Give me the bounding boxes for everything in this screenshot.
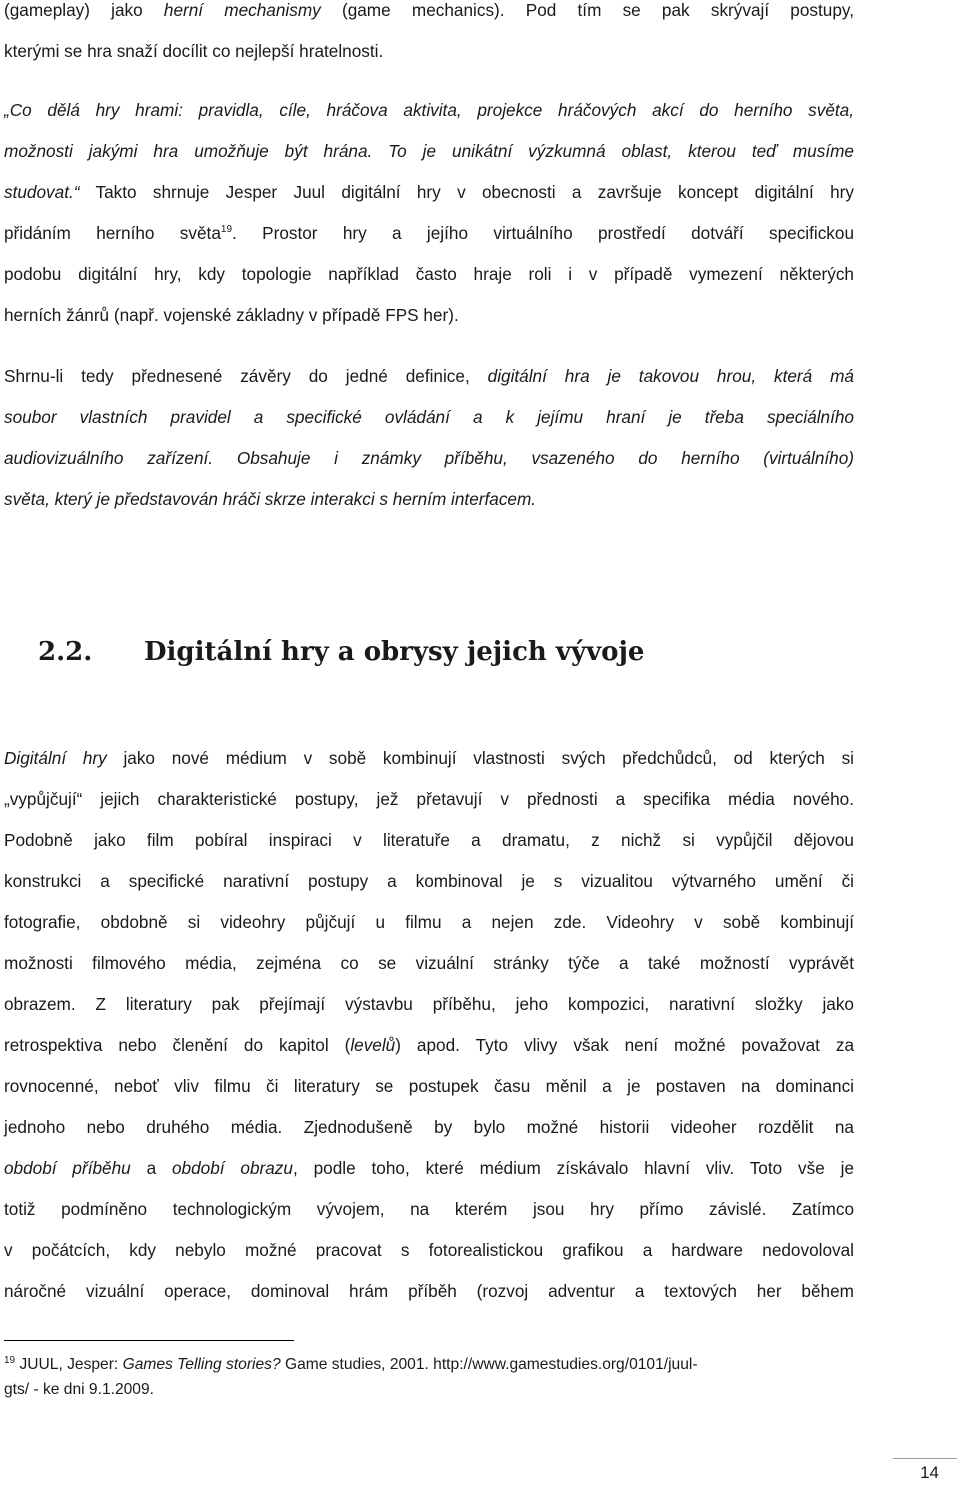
section-heading: [38, 630, 644, 674]
text-line: možnosti filmového média, zejména co se vizuální stránky týče a také možností vyprávět: [4, 953, 854, 973]
text-line: [4, 397, 854, 438]
footnote-19: [4, 1352, 844, 1402]
italic-term: levelů: [350, 1035, 396, 1055]
text-line: „vypůjčují“ jejich charakteristické postupy, jež přetavují v přednosti a specifika média nového.: [4, 789, 854, 809]
italic-term: herní mechanismy: [163, 0, 321, 20]
text-run: , podle toho, které médium získávalo hlavní vliv. Toto vše je: [292, 1158, 855, 1178]
text-line: [4, 356, 854, 397]
quote-text: možnosti jakými hra umožňuje být hrána. To je unikátní výzkumná oblast, kterou teď musíme: [4, 141, 854, 161]
text-run: retrospektiva nebo členění do kapitol (: [4, 1035, 351, 1055]
text-line: [4, 1025, 854, 1066]
text-line: [4, 0, 854, 31]
text-run: Shrnu-li tedy přednesené závěry do jedné definice,: [4, 366, 488, 386]
text-line: rovnocenné, neboť vliv filmu či literatury se postupek času měnil a je postaven na dominanci: [4, 1076, 854, 1096]
text-line: fotografie, obdobně si videohry půjčují u filmu a nejen zde. Videohry v sobě kombinují: [4, 912, 854, 932]
text-line: Podobně jako film pobíral inspiraci v literatuře a dramatu, z nichž si vypůjčil dějovou: [4, 830, 854, 850]
footnote-separator: [4, 1340, 294, 1341]
footnote-text: Game studies, 2001. http://www.gamestudies.org/0101/juul-: [280, 1356, 698, 1373]
text-run: přidáním herního světa: [4, 223, 221, 243]
italic-term: období obrazu: [171, 1158, 293, 1178]
italic-definition: světa, který je představován hráči skrze interakci s herním interfacem.: [4, 489, 537, 509]
text-line: náročné vizuální operace, dominoval hrám příběh (rozvoj adventur a textových her během: [4, 1281, 854, 1301]
paragraph-definition: [4, 356, 854, 520]
text-line: [4, 738, 854, 779]
quote-text: „Co dělá hry hrami: pravidla, cíle, hráčova aktivita, projekce hráčových akcí do herního světa,: [4, 100, 854, 120]
text-line: totiž podmíněno technologickým vývojem, na kterém jsou hry přímo závislé. Zatímco: [4, 1199, 854, 1219]
text-line: herních žánrů (např. vojenské základny v případě FPS her).: [4, 305, 459, 325]
paragraph-juul-quote: [4, 90, 854, 336]
footnote-reference: 19: [220, 224, 233, 235]
footnote-marker: 19: [4, 1355, 16, 1366]
text-line: [4, 172, 854, 213]
italic-definition: audiovizuálního zařízení. Obsahuje i známky příběhu, vsazeného do herního (virtuálního): [4, 448, 854, 468]
text-run: Takto shrnuje Jesper Juul digitální hry v obecnosti a završuje koncept digitální hry: [79, 182, 854, 202]
text-run: . Prostor hry a jejího virtuálního prostředí dotváří specifickou: [232, 223, 855, 243]
italic-definition: digitální hra je takovou hrou, která má: [487, 366, 854, 386]
text-line: konstrukci a specifické narativní postupy a kombinoval je s vizualitou výtvarného umění či: [4, 871, 854, 891]
section-number: 2.2.: [38, 637, 93, 667]
text-line: obrazem. Z literatury pak přejímají výstavbu příběhu, jeho kompozici, narativní složky jako: [4, 994, 854, 1014]
section-title: Digitální hry a obrysy jejich vývoje: [144, 637, 645, 667]
text-run: jako nové médium v sobě kombinují vlastnosti svých předchůdců, od kterých si: [106, 748, 855, 768]
page-number: 14: [920, 1463, 939, 1482]
footnote-title: Games Telling stories?: [122, 1356, 281, 1373]
text-run: (game mechanics). Pod tím se pak skrývají postupy,: [320, 0, 854, 20]
paragraph-digital-games: [4, 738, 854, 1312]
text-run: ) apod. Tyto vlivy však není možné považovat za: [395, 1035, 855, 1055]
italic-term: období příběhu: [4, 1158, 131, 1178]
footnote-text: gts/ - ke dni 9.1.2009.: [4, 1381, 154, 1398]
page-number-rule: [893, 1458, 957, 1459]
text-line: kterými se hra snaží docílit co nejlepší hratelnosti.: [4, 41, 384, 61]
text-line: [4, 213, 854, 254]
text-run: (gameplay) jako: [4, 0, 164, 20]
text-line: [4, 90, 854, 131]
text-line: jednoho nebo druhého média. Zjednodušeně by bylo možné historii videoher rozdělit na: [4, 1117, 854, 1137]
text-line: [4, 1148, 854, 1189]
footnote-text: JUUL, Jesper:: [15, 1356, 123, 1373]
text-run: a: [130, 1158, 172, 1178]
text-line: [4, 438, 854, 479]
quote-text: studovat.“: [4, 182, 80, 202]
text-line: [4, 131, 854, 172]
text-line: v počátcích, kdy nebylo možné pracovat s fotorealistickou grafikou a hardware nedovoloval: [4, 1240, 854, 1260]
text-line: [4, 479, 854, 520]
italic-definition: soubor vlastních pravidel a specifické ovládání a k jejímu hraní je třeba speciálního: [4, 407, 854, 427]
text-line: podobu digitální hry, kdy topologie například často hraje roli i v případě vymezení některých: [4, 264, 854, 284]
italic-term: Digitální hry: [4, 748, 107, 768]
paragraph-gameplay: [4, 0, 854, 72]
